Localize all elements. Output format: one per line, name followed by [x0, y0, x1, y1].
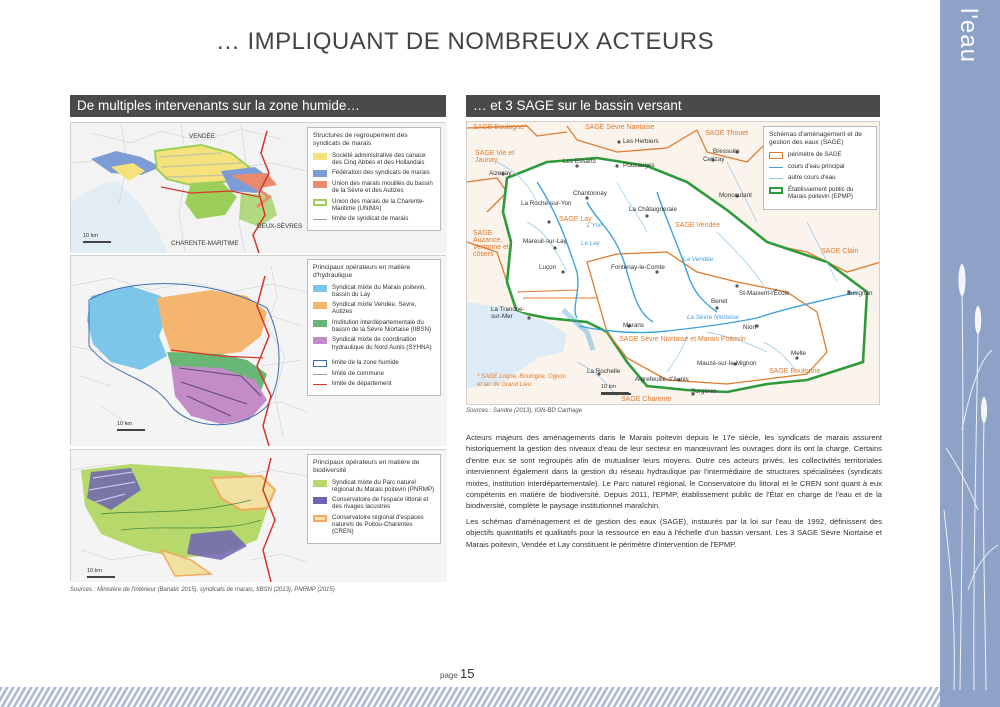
- legend-swatch: [769, 152, 783, 159]
- legend-item: [769, 174, 871, 181]
- legend-swatch: [313, 497, 327, 504]
- legend-item: [313, 496, 435, 511]
- place-label: VENDÉE: [189, 133, 215, 140]
- town-label: Melle: [791, 350, 807, 357]
- body-paragraph: Les schémas d'aménagement et de gestion des eaux (SAGE), instaurés par la loi sur l'eau de 1992, définissent des objectifs quantitatifs et qualitatifs pour la ressource en eau à l'échelle d'un bassin versant. Les 3 SAGE Sèvre Niortaise et Marais poitevin, Vendée et Lay constituent le périmètre d'intervention de l'EPMP.: [466, 517, 882, 549]
- legend-label: Fédération des syndicats de marais: [332, 169, 430, 177]
- town-label: Aizenay: [489, 170, 512, 177]
- town-label: Mareuil-sur-Lay: [523, 238, 567, 245]
- legend-label: Société administrative des canaux des Cinq Abbés et des Hollandais: [332, 151, 426, 166]
- map-sage-bassin-versant: [466, 121, 880, 405]
- town-label: Aigrefeuille-d'Aunis: [635, 376, 689, 383]
- legend-item: [313, 180, 435, 195]
- river-label: La Sèvre Niortaise: [687, 314, 739, 321]
- legend-title: Principaux opérateurs en matière de biodiversité: [313, 459, 420, 474]
- legend-swatch: [313, 181, 327, 188]
- legend-label: périmètre de SAGE: [788, 150, 842, 158]
- legend-item: [313, 319, 435, 334]
- legend-label: Union des marais de la Charente-Maritime (UNIMA): [332, 197, 425, 213]
- legend-label: limite de département: [332, 380, 392, 388]
- town-label: Chantonnay: [573, 190, 607, 197]
- town-label: Fontenay-le-Comte: [611, 264, 665, 271]
- sage-label: SAGE Sèvre Niortaise et Marais Poitevin: [619, 336, 746, 343]
- reed-illustration-icon: [940, 130, 1000, 690]
- sage-label: SAGE Charente: [621, 396, 672, 403]
- legend-sage: [763, 126, 877, 210]
- legend-panel1: [307, 127, 441, 231]
- legend-label: Institution interdépartementale du bassin de la Sèvre Niortaise (IIBSN): [332, 318, 432, 334]
- legend-title: Principaux opérateurs en matière d'hydraulique: [313, 264, 411, 279]
- map-operateurs-biodiversite: [70, 449, 446, 581]
- legend-label: autre cours d'eau: [788, 174, 836, 182]
- legend-item: [313, 169, 435, 177]
- legend-swatch: [313, 302, 327, 309]
- legend-label: Syndicat mixte de coordination hydraulique du Nord Aunis (SYHNA): [332, 336, 432, 351]
- page-title: … IMPLIQUANT DE NOMBREUX ACTEURS: [215, 28, 715, 55]
- river-label: La Vendée: [683, 256, 714, 263]
- legend-label: limite de commune: [332, 370, 384, 378]
- sage-label: SAGE Boutonne: [769, 368, 821, 375]
- legend-label: Établissement public du Marais poitevin (EPMP): [788, 185, 854, 201]
- legend-label: limite de syndicat de marais: [332, 215, 409, 223]
- sage-label: SAGE Clain: [821, 248, 859, 255]
- town-label: Mauzé-sur-le-Mignon: [697, 360, 757, 367]
- legend-label: Union des marais mouillés du bassin de la Sèvre et des Autizes: [332, 180, 433, 195]
- scale-bar: 10 km: [83, 233, 98, 239]
- legend-swatch: [769, 178, 783, 179]
- sources-left: Sources : Ministère de l'Intérieur (Banatic 2015), syndicats de marais, IIBSN (2013), PNRMP (2015): [70, 587, 335, 593]
- sage-label: SAGE Vie et Jaunay: [475, 150, 515, 164]
- sage-footnote: * SAGE Logne, Boulogne, Ognon et lac de Grand Lieu: [477, 374, 567, 388]
- river-label: L'Yon: [587, 222, 603, 229]
- legend-swatch: [769, 187, 783, 194]
- town-label: Les Essarts: [563, 158, 596, 165]
- legend-item: [313, 514, 435, 536]
- legend-item: [313, 198, 435, 213]
- legend-swatch: [313, 170, 327, 177]
- legend-swatch: [313, 153, 327, 160]
- body-paragraph: Acteurs majeurs des aménagements dans le Marais poitevin depuis le 17e siècle, les syndicats de marais assurent historiquement la gestion des niveaux d'eau de leur secteur en manœuvrant les ouvrages dont ils ont la charge. Certains d'entre eux se sont regroupés afin de mutualiser leurs moyens. Outre ces acteurs privés, les collectivités territoriales interviennent également dans la gestion du réseau hydraulique par l'intermédiaire de structures spécialisées (syndicats mixtes, institution interdépartementale). Le Parc naturel régional, le Conservatoire du littoral et le CREN sont quant à eux compétents en matière de biodiversité. Depuis 2011, l'EPMP, établissement public de l'État en charge de l'eau et de la biodiversité, complète le paysage institutionnel maraîchin.: [466, 433, 882, 511]
- chapter-tab: [940, 0, 1000, 707]
- page-label: page: [440, 671, 458, 680]
- right-section-heading: … et 3 SAGE sur le bassin versant: [466, 95, 880, 117]
- map-operateurs-hydraulique: [70, 255, 446, 445]
- legend-item: [313, 336, 435, 351]
- town-label: Lusignan: [847, 290, 873, 297]
- place-label: CHARENTE-MARITIME: [171, 240, 239, 247]
- legend-item: [313, 370, 435, 377]
- legend-label: limite de la zone humide: [332, 359, 399, 367]
- legend-item: [769, 186, 871, 201]
- sage-label: SAGE Auzance, Vertonne et côtiers: [473, 230, 509, 258]
- legend-label: Syndicat mixte du Marais poitevin, bassin du Lay: [332, 283, 426, 298]
- river-label: Le Lay: [581, 240, 600, 247]
- town-label: Moncoutant: [719, 192, 752, 199]
- town-label: Bressuire: [713, 148, 740, 155]
- legend-item: [769, 163, 871, 170]
- legend-swatch: [313, 384, 327, 385]
- legend-swatch: [769, 167, 783, 168]
- legend-item: [313, 301, 435, 316]
- page-number: [440, 666, 475, 681]
- town-label: St-Maixent-l'École: [739, 290, 790, 297]
- town-label: La Châtaigneraie: [629, 206, 677, 213]
- legend-label: Syndicat mixte Vendée, Sèvre, Autizes: [332, 301, 417, 316]
- map-syndicats-marais: [70, 122, 446, 252]
- legend-title: Structures de regroupement des syndicats de marais: [313, 132, 408, 147]
- page-number-value: 15: [460, 666, 475, 681]
- legend-swatch: [313, 360, 327, 367]
- chapter-tab-label: l'eau: [955, 8, 982, 63]
- legend-panel3: [307, 454, 441, 544]
- legend-swatch: [313, 480, 327, 487]
- sources-right: Sources : Sandre (2013), IGN-BD Carthage: [466, 408, 583, 414]
- legend-title: Schémas d'aménagement et de gestion des eaux (SAGE): [769, 131, 862, 146]
- town-label: La Tranche-sur-Mer: [491, 306, 525, 320]
- legend-swatch: [313, 515, 327, 522]
- legend-swatch: [313, 374, 327, 375]
- sage-label: SAGE Boulogne*: [473, 124, 527, 131]
- legend-label: Conservatoire régional d'espaces naturels de Poitou-Charentes (CREN): [332, 513, 424, 536]
- legend-swatch: [313, 337, 327, 344]
- sage-label: SAGE Vendée: [675, 222, 721, 229]
- legend-label: cours d'eau principal: [788, 162, 845, 170]
- legend-panel2: [307, 259, 441, 396]
- legend-swatch: [313, 285, 327, 292]
- legend-item: [313, 380, 435, 387]
- decorative-footer-stripes: [0, 687, 940, 707]
- legend-item: [313, 284, 435, 299]
- town-label: La Rochelle: [587, 368, 621, 375]
- town-label: Niort: [743, 324, 757, 331]
- town-label: Surgères: [691, 388, 717, 395]
- town-label: Pouzauges: [623, 162, 655, 169]
- legend-item: [313, 359, 435, 367]
- scale-bar: 10 km: [117, 421, 132, 427]
- legend-item: [769, 151, 871, 159]
- legend-swatch: [313, 219, 327, 220]
- town-label: Marans: [623, 322, 644, 329]
- town-label: La Roche-sur-Yon: [521, 200, 572, 207]
- legend-swatch: [313, 199, 327, 206]
- sage-label: SAGE Thouet: [705, 130, 749, 137]
- sage-label: SAGE Sèvre Nantaise: [585, 124, 655, 131]
- legend-swatch: [313, 320, 327, 327]
- town-label: Les Herbiers: [623, 138, 659, 145]
- town-label: Luçon: [539, 264, 557, 271]
- town-label: Benet: [711, 298, 728, 305]
- legend-item: [313, 215, 435, 222]
- scale-bar: 10 km: [87, 568, 102, 574]
- legend-label: Conservatoire de l'espace littoral et des rivages lacustres: [332, 496, 429, 511]
- town-label: Cerizay: [703, 156, 725, 163]
- legend-item: [313, 479, 435, 494]
- scale-bar: 10 km: [601, 384, 616, 390]
- legend-label: Syndicat mixte du Parc naturel régional du Marais poitevin (PNRMP): [332, 478, 435, 493]
- left-section-heading: De multiples intervenants sur la zone humide…: [70, 95, 446, 117]
- sage-label: SAGE Lay: [559, 216, 592, 223]
- legend-item: [313, 152, 435, 167]
- place-label: DEUX-SÈVRES: [257, 223, 303, 230]
